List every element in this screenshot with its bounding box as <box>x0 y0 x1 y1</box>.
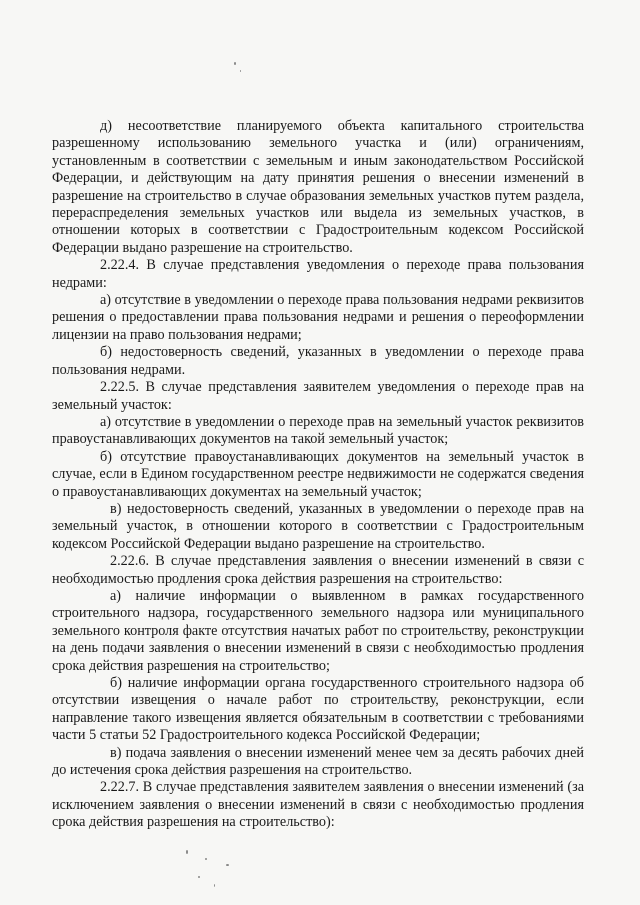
scan-speck <box>198 876 200 878</box>
scan-speck <box>240 70 241 72</box>
document-body <box>52 118 584 832</box>
scan-speck <box>226 864 229 866</box>
paragraph-2-22-7: 2.22.7. В случае представления заявителем заявления о внесении изменений (за исключением заявления о внесении изменений в связи с необходимостью продления срока действия разрешения на строительство): <box>52 779 584 831</box>
scan-speck <box>186 850 188 854</box>
paragraph-2-22-5-v: в) недостоверность сведений, указанных в уведомлении о переходе прав на земельный участок, в отношении которого в соответствии с Градостроительным кодексом Российской Федерации выдано разрешение на строительство. <box>52 500 584 552</box>
paragraph-2-22-6: 2.22.6. В случае представления заявления о внесении изменений в связи с необходимостью продления срока действия разрешения на строительство: <box>52 553 584 587</box>
paragraph-2-22-6-b: б) наличие информации органа государственного строительного надзора об отсутствии извещения о начале работ по строительству, реконструкции, если направление такого извещения является обязательным в соответствии с требованиями части 5 статьи 52 Градостроительного кодекса Российской Федерации; <box>52 675 584 744</box>
paragraph-2-22-4: 2.22.4. В случае представления уведомления о переходе права пользования недрами: <box>52 257 584 291</box>
paragraph-2-22-5-b: б) отсутствие правоустанавливающих документов на земельный участок в случае, если в Едином государственном реестре недвижимости не содержатся сведения о правоустанавливающих документах на земельный участок; <box>52 448 584 500</box>
scan-speck <box>234 62 236 65</box>
paragraph-2-22-5-a: а) отсутствие в уведомлении о переходе прав на земельный участок реквизитов правоустанавливающих документов на такой земельный участок; <box>52 413 584 448</box>
scan-speck <box>214 884 215 887</box>
paragraph-2-22-5: 2.22.5. В случае представления заявителем уведомления о переходе прав на земельный участок: <box>52 379 584 413</box>
paragraph-d-nonconformity: д) несоответствие планируемого объекта капитального строительства разрешенному использованию земельного участка и (или) ограничениям, установленным в соответствии с земельным и иным законодательством Российской Федерации, и действующим на дату принятия решения о внесении изменений в разрешение на строительство в случае образования земельных участков путем раздела, перераспределения земельных участков или выдела из земельных участков, в отношении которых в соответствии с Градостроительным кодексом Российской Федерации выдано разрешение на строительство. <box>52 118 584 256</box>
scan-speck <box>205 858 207 860</box>
paragraph-2-22-6-v: в) подача заявления о внесении изменений менее чем за десять рабочих дней до истечения срока действия разрешения на строительство. <box>52 744 584 779</box>
paragraph-2-22-4-b: б) недостоверность сведений, указанных в уведомлении о переходе права пользования недрами. <box>52 344 584 378</box>
paragraph-2-22-6-a: а) наличие информации о выявленном в рамках государственного строительного надзора, государственного земельного надзора или муниципального земельного контроля факте отсутствия начатых работ по строительству, реконструкции на день подачи заявления о внесении изменений в связи с необходимостью продления срока действия разрешения на строительство; <box>52 587 584 674</box>
paragraph-2-22-4-a: а) отсутствие в уведомлении о переходе права пользования недрами реквизитов решения о предоставлении права пользования недрами и решения о переоформлении лицензии на право пользования недрами; <box>52 292 584 343</box>
